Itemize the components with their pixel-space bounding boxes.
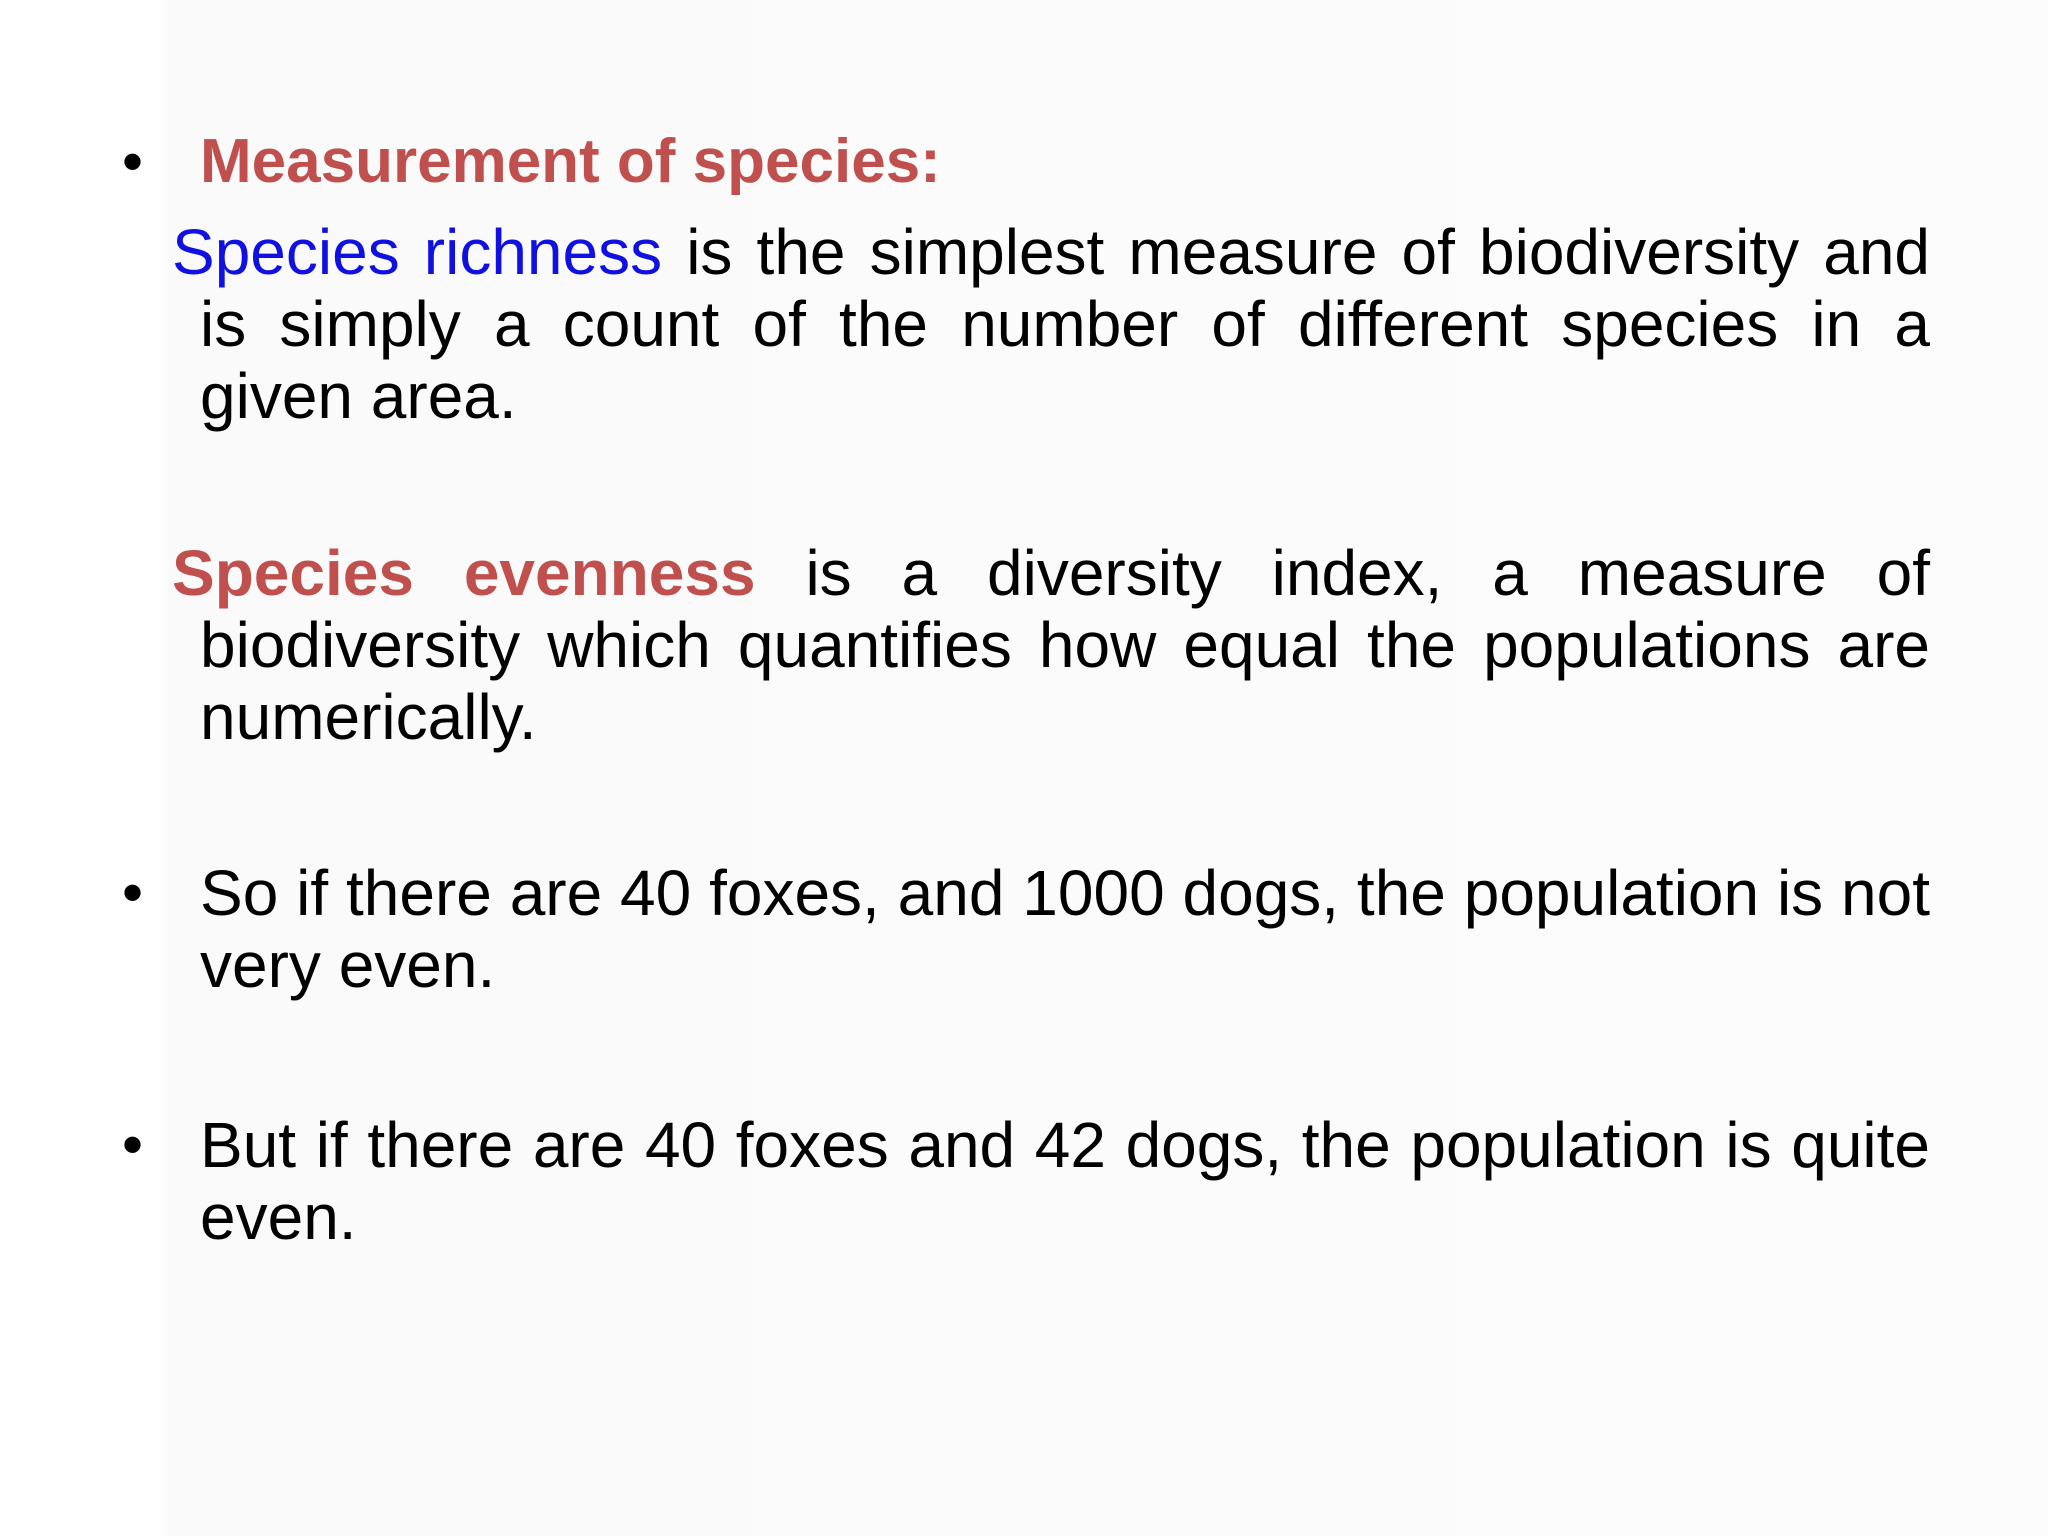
section-heading: Measurement of species: [200, 127, 941, 196]
richness-term: Species richness [172, 216, 663, 288]
evenness-text: is a diversity index, a measure of biodiversity which quantifies how equal the populations are numerically. [200, 537, 1931, 753]
evenness-paragraph [172, 537, 1931, 753]
bullet-marker: • [122, 1111, 144, 1178]
bullet-marker: • [122, 859, 144, 926]
bullet-marker: • [122, 128, 144, 195]
richness-text: is the simplest measure of biodiversity and is simply a count of the number of different species in a given area. [200, 216, 1931, 432]
bullet-item-foxes-dogs-uneven: So if there are 40 foxes, and 1000 dogs, the population is not very even. [200, 857, 1930, 1001]
richness-paragraph [172, 216, 1931, 432]
evenness-term: Species evenness [172, 537, 756, 609]
bullet-item-foxes-dogs-even: But if there are 40 foxes and 42 dogs, the population is quite even. [200, 1109, 1930, 1253]
